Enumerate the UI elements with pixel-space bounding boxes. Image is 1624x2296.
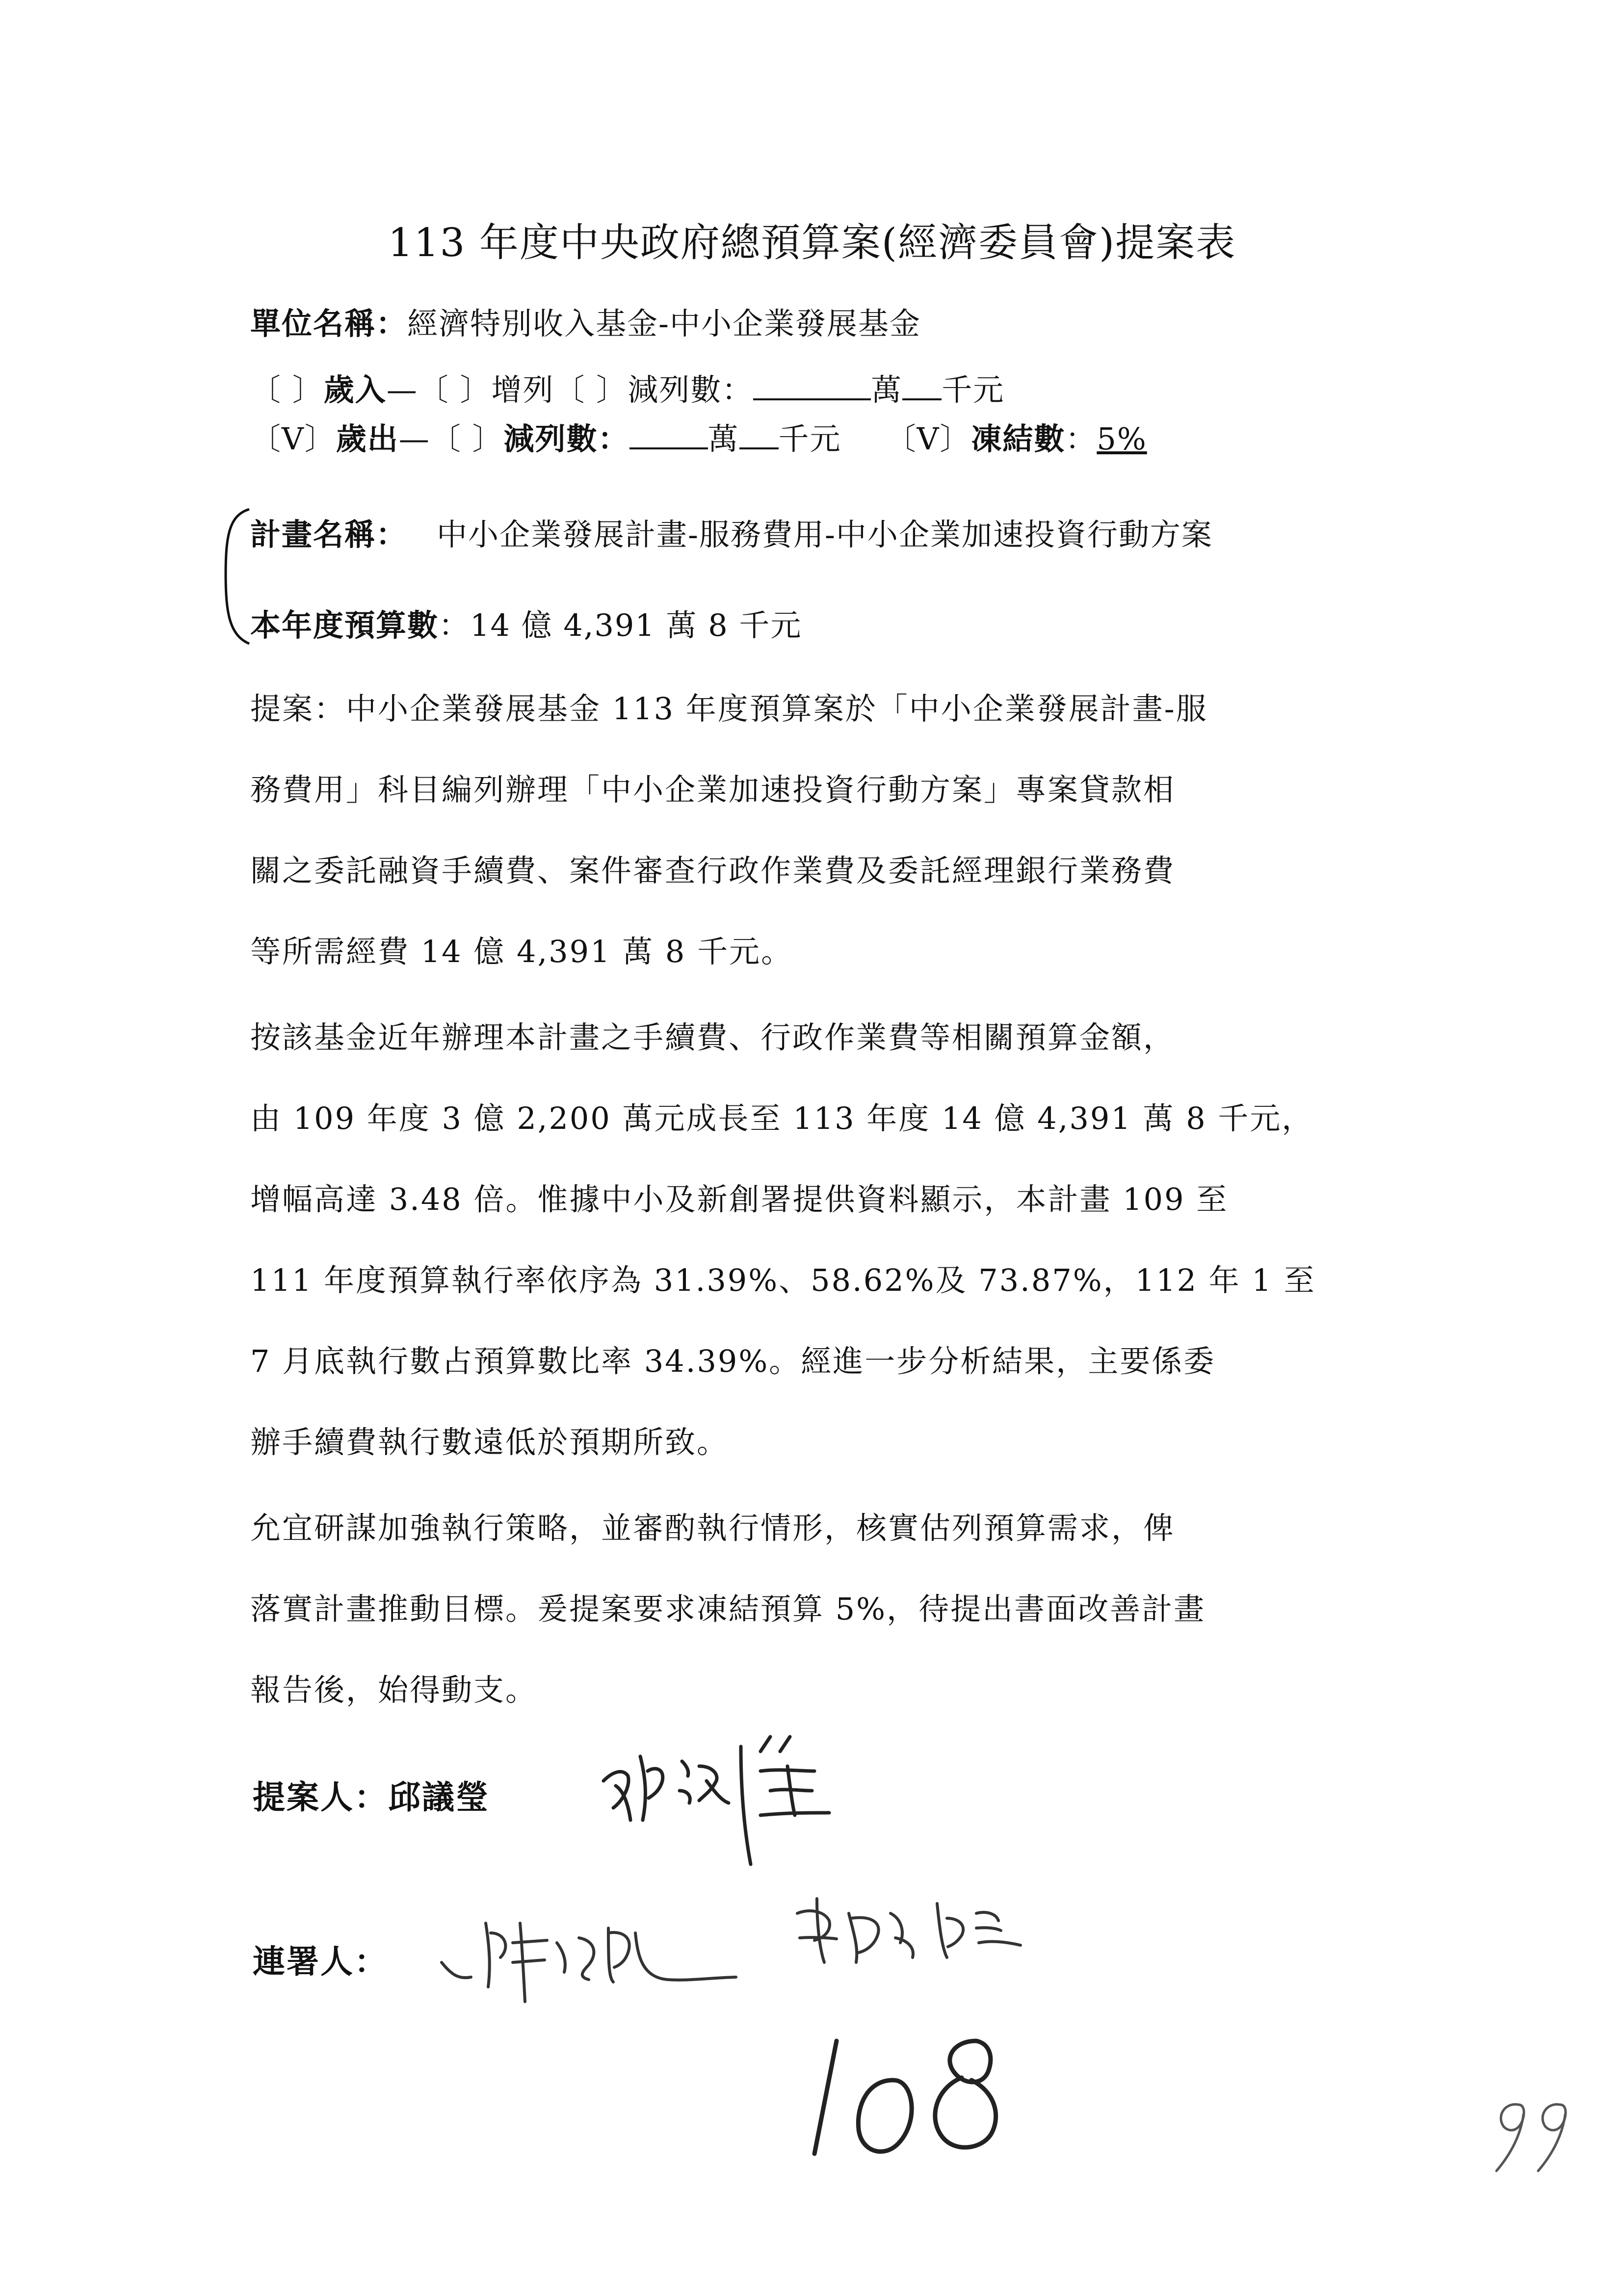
conclusion-line: 報告後，始得動支。	[250, 1672, 538, 1708]
handwritten-number-image	[795, 2021, 1030, 2168]
page-number-image	[1482, 2090, 1580, 2178]
revenue-label: 歲入	[323, 372, 387, 408]
freeze-label: 凍結數	[971, 421, 1066, 457]
expenditure-checkbox: 〔V〕	[250, 421, 336, 457]
expenditure-row	[250, 415, 1147, 458]
revenue-increase-checkbox: 〔 〕	[418, 372, 492, 408]
revenue-qian-unit: 千元	[942, 372, 1005, 408]
revenue-checkbox: 〔 〕	[250, 372, 324, 408]
conclusion-line: 落實計畫推動目標。爰提案要求凍結預算 5%，待提出書面改善計畫	[250, 1591, 1206, 1627]
expenditure-wan-blank	[629, 420, 708, 449]
analysis-line: 由 109 年度 3 億 2,200 萬元成長至 113 年度 14 億 4,391 萬 8 千元，	[250, 1100, 1314, 1136]
freeze-value: 5%	[1097, 421, 1147, 457]
revenue-qian-blank	[902, 371, 942, 400]
proposal-line: 務費用」科目編列辦理「中小企業加速投資行動方案」專案貸款相	[250, 772, 1176, 808]
analysis-line: 增幅高達 3.48 倍。惟據中小及新創署提供資料顯示，本計畫 109 至	[250, 1181, 1229, 1217]
revenue-wan-blank	[753, 371, 871, 400]
analysis-line: 辦手續費執行數遠低於預期所致。	[250, 1424, 729, 1460]
revenue-decrease-checkbox: 〔 〕	[554, 372, 628, 408]
conclusion-paragraph	[250, 1504, 1393, 1747]
analysis-line: 7 月底執行數占預算數比率 34.39%。經進一步分析結果，主要係委	[250, 1343, 1216, 1379]
budget-value: ：14 億 4,391 萬 8 千元	[439, 607, 802, 643]
cosigner-label: 連署人：	[253, 1942, 388, 1981]
revenue-increase-label: 增列	[491, 372, 554, 408]
revenue-dash: —	[386, 372, 418, 408]
expenditure-qian-blank	[739, 420, 779, 449]
unit-value: 經濟特別收入基金-中小企業發展基金	[407, 306, 921, 341]
analysis-line: 按該基金近年辦理本計畫之手續費、行政作業費等相關預算金額，	[250, 1019, 1176, 1055]
revenue-wan-unit: 萬	[871, 372, 903, 408]
proposal-line: 關之委託融資手續費、案件審查行政作業費及委託經理銀行業務費	[250, 853, 1176, 888]
expenditure-decrease-label: 減列數：	[503, 421, 629, 457]
expenditure-decrease-checkbox: 〔 〕	[430, 421, 504, 457]
unit-row	[250, 299, 921, 343]
revenue-decrease-label: 減列數：	[628, 372, 754, 408]
revenue-row	[250, 365, 1004, 409]
budget-row	[250, 601, 802, 645]
left-brace-mark	[220, 505, 254, 648]
expenditure-dash: —	[398, 421, 430, 457]
freeze-colon: ：	[1065, 421, 1097, 457]
proposal-line: 提案：中小企業發展基金 113 年度預算案於「中小企業發展計畫-服	[250, 691, 1208, 727]
proposal-paragraph	[250, 684, 1393, 1008]
document-title: 113 年度中央政府總預算案(經濟委員會)提案表	[388, 220, 1236, 265]
analysis-paragraph	[250, 1013, 1393, 1499]
proposal-line: 等所需經費 14 億 4,391 萬 8 千元。	[250, 934, 793, 969]
plan-row	[250, 510, 1213, 554]
expenditure-label: 歲出	[336, 421, 399, 457]
unit-label: 單位名稱：	[250, 306, 408, 341]
analysis-line: 111 年度預算執行率依序為 31.39%、58.62%及 73.87%，112 年 1 至	[250, 1262, 1316, 1298]
freeze-checkbox: 〔V〕	[885, 421, 971, 457]
plan-label: 計畫名稱：	[250, 517, 408, 552]
cosigner-signature-2-image	[790, 1884, 1074, 1992]
budget-label: 本年度預算數	[250, 607, 439, 643]
expenditure-wan-unit: 萬	[707, 421, 739, 457]
conclusion-line: 允宜研謀加強執行策略，並審酌執行情形，核實估列預算需求，俾	[250, 1510, 1176, 1546]
plan-value: 中小企業發展計畫-服務費用-中小企業加速投資行動方案	[437, 517, 1213, 552]
cosigner-signature-1-image	[432, 1894, 805, 2021]
proposer-label: 提案人：邱議瑩	[253, 1778, 490, 1816]
proposer-signature-image	[594, 1717, 868, 1894]
expenditure-qian-unit: 千元	[778, 421, 841, 457]
